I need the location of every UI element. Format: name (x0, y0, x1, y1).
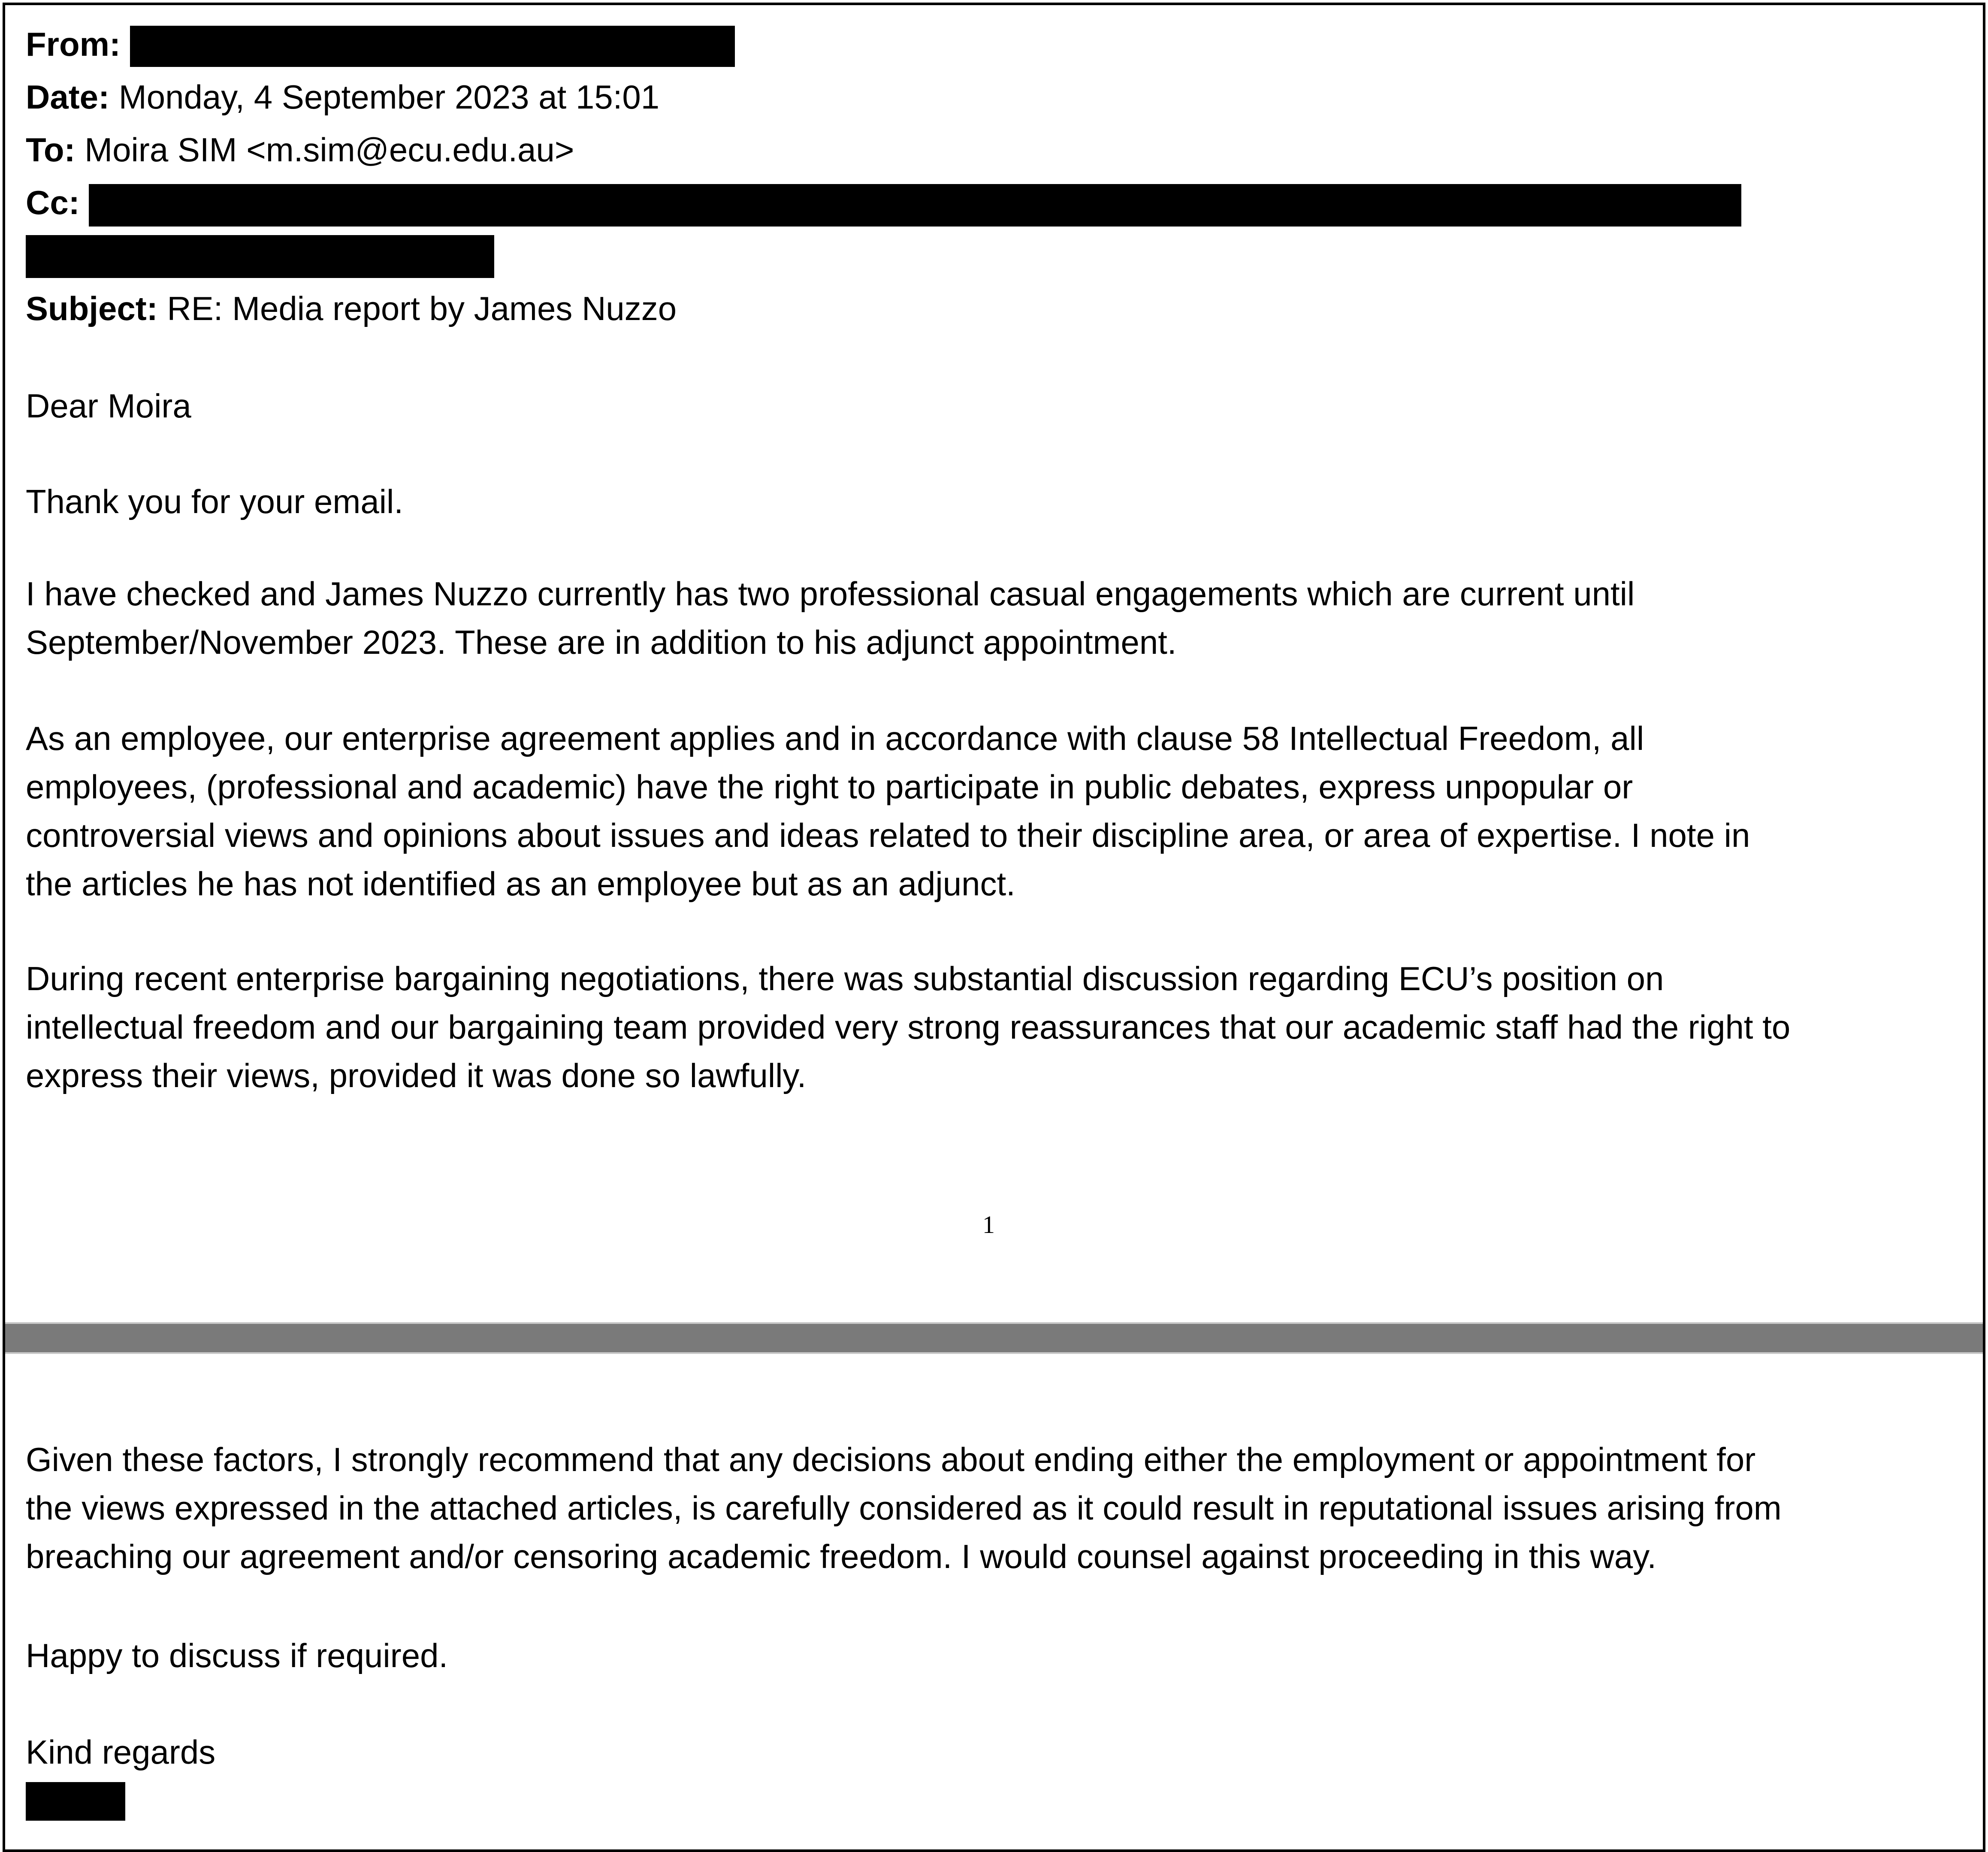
greeting: Dear Moira (26, 387, 191, 425)
redacted-cc-continued (26, 235, 494, 278)
paragraph-bargaining (26, 955, 1956, 1100)
redacted-from (130, 26, 735, 67)
text-line: controversial views and opinions about issues and ideas related to their discipline area, or area of expertise. I note in (26, 816, 1750, 854)
subject-label: Subject: (26, 290, 158, 327)
text-line: the articles he has not identified as an employee but as an adjunct. (26, 865, 1015, 903)
page-break-divider (5, 1322, 1983, 1354)
redacted-cc (89, 184, 1741, 227)
text-line: During recent enterprise bargaining negotiations, there was substantial discussion regarding ECU’s position on (26, 960, 1664, 997)
text-line: As an employee, our enterprise agreement applies and in accordance with clause 58 Intellectual Freedom, all (26, 719, 1644, 757)
text-line: September/November 2023. These are in addition to his adjunct appointment. (26, 623, 1177, 661)
from-label: From: (26, 25, 121, 63)
date-value: Monday, 4 September 2023 at 15:01 (118, 78, 660, 116)
to-value: Moira SIM <m.sim@ecu.edu.au> (85, 131, 574, 169)
text-line: Given these factors, I strongly recommend that any decisions about ending either the employment or appointment for (26, 1441, 1756, 1478)
cc-label: Cc: (26, 184, 80, 221)
cc-line (26, 186, 80, 219)
paragraph-recommendation (26, 1435, 1956, 1581)
date-line (26, 80, 659, 114)
text-line: employees, (professional and academic) have the right to participate in public debates, express unpopular or (26, 768, 1633, 806)
paragraph-discuss: Happy to discuss if required. (26, 1637, 448, 1674)
text-line: the views expressed in the attached articles, is carefully considered as it could result in reputational issues arising from (26, 1489, 1782, 1527)
from-line (26, 27, 121, 61)
closing: Kind regards (26, 1733, 216, 1771)
text-line: intellectual freedom and our bargaining team provided very strong reassurances that our academic staff had the right to (26, 1008, 1791, 1046)
to-label: To: (26, 131, 76, 169)
subject-line (26, 292, 677, 325)
text-line: express their views, provided it was done so lawfully. (26, 1057, 807, 1094)
paragraph-engagements (26, 570, 1956, 667)
paragraph-intellectual-freedom (26, 714, 1956, 908)
redacted-signature (26, 1782, 125, 1821)
date-label: Date: (26, 78, 110, 116)
text-line: I have checked and James Nuzzo currently has two professional casual engagements which are current until (26, 575, 1635, 613)
page-number: 1 (982, 1211, 995, 1239)
to-line (26, 131, 574, 169)
text-line: breaching our agreement and/or censoring academic freedom. I would counsel against proceeding in this way. (26, 1538, 1657, 1575)
subject-value: RE: Media report by James Nuzzo (167, 290, 677, 327)
paragraph-thanks: Thank you for your email. (26, 483, 404, 520)
